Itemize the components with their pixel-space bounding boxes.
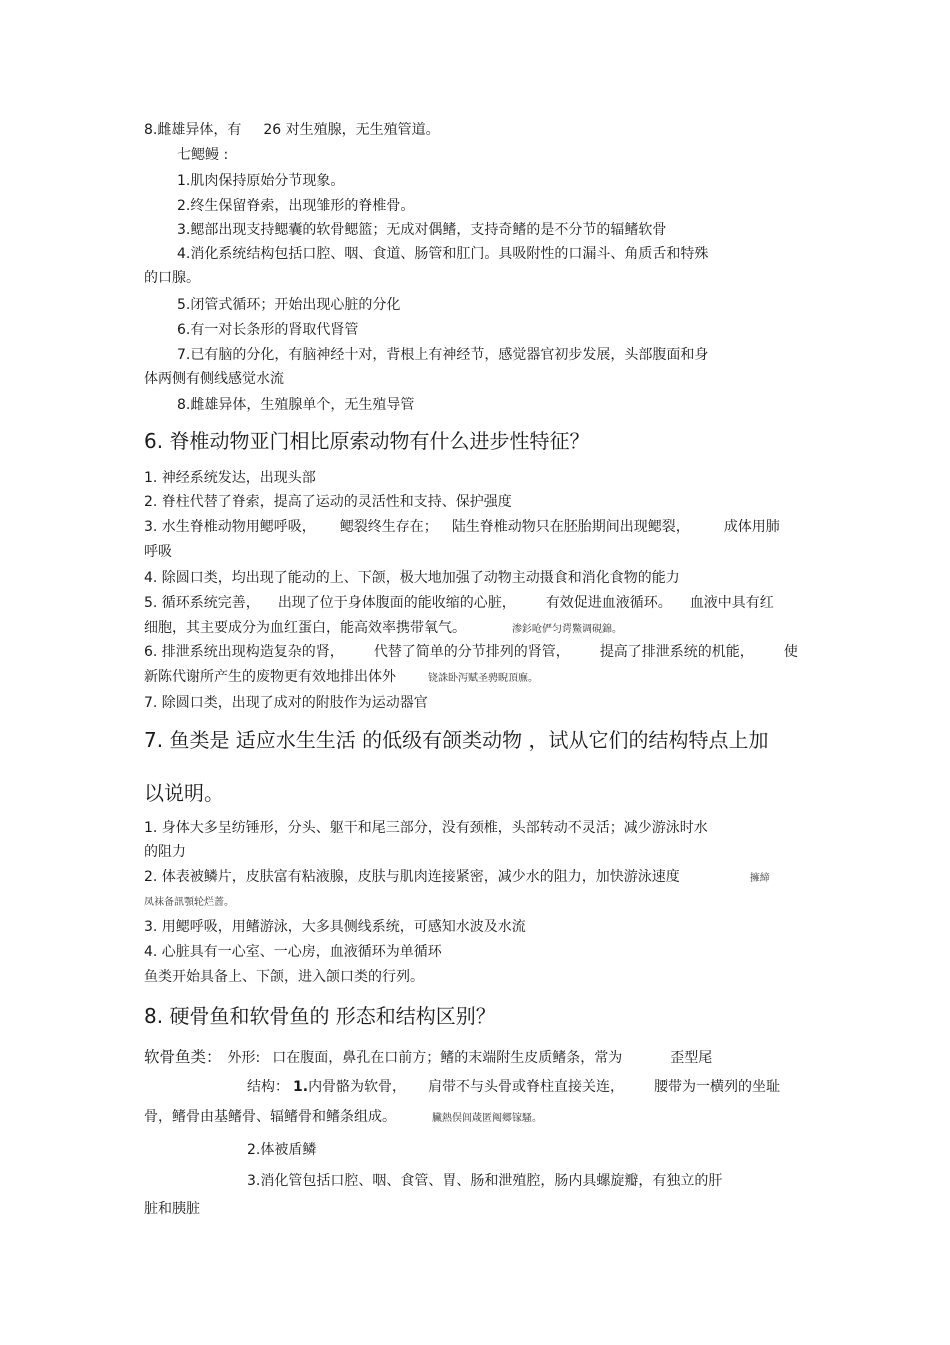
text-fragment: 3. 水生脊椎动物用鳃呼吸， [144, 519, 316, 535]
text-line [247, 1078, 780, 1096]
list-item: 7.已有脑的分化，有脑神经十对，背根上有神经节，感觉器官初步发展，头部腹面和身 [177, 347, 709, 363]
section-label: 七鳃鳗 : [177, 147, 229, 163]
text-fragment: 出现了位于身体腹面的能收缩的心脏， [277, 595, 516, 611]
list-item-continuation: 体两侧有侧线感觉水流 [144, 371, 284, 387]
list-item: 1.肌肉保持原始分节现象。 [177, 173, 345, 189]
garbled-text: 渗釤呛俨匀谔鱉调硯錦。 [512, 624, 622, 635]
text-fragment: 代替了简单的分节排列的肾管， [373, 644, 570, 660]
text-fragment: 2. 体表被鳞片，皮肤富有粘液腺，皮肤与肌肉连接紧密，减少水的阻力，加快游泳速度 [144, 869, 680, 885]
list-item [144, 518, 780, 536]
list-item-continuation [144, 668, 538, 688]
text-fragment: 口在腹面，鼻孔在口前方；鳍的末端附生皮质鳍条，常为 [272, 1050, 623, 1066]
text-fragment: 歪型尾 [670, 1050, 713, 1066]
field-label: 结构： [247, 1079, 289, 1095]
question-heading: 7. 鱼类是 适应水生生活 的低级有颌类动物 ，试从它们的结构特点上加 [144, 728, 769, 752]
text-fragment: 陆生脊椎动物只在胚胎期间出现鳃裂， [451, 519, 690, 535]
list-item [144, 643, 798, 661]
question-heading: 8. 硬骨鱼和软骨鱼的 形态和结构区别？ [144, 1004, 496, 1028]
text-fragment: 内骨骼为软骨， [308, 1079, 407, 1095]
text-fragment: 6. 排泄系统出现构造复杂的肾， [144, 644, 344, 660]
list-item-continuation: 呼吸 [144, 544, 172, 560]
text-fragment: 腰带为一横列的坐耻 [654, 1079, 781, 1095]
list-item-continuation: 的口腺。 [144, 270, 200, 286]
text-line [144, 1048, 712, 1067]
list-item: 4. 心脏具有一心室、一心房，血液循环为单循环 [144, 944, 442, 960]
text-fragment: 细胞，其主要成分为血红蛋白，能高效率携带氧气。 [144, 620, 466, 636]
list-item-continuation [144, 619, 622, 639]
garbled-text: 凤袜备訊顎轮烂蔷。 [144, 897, 234, 908]
list-item [144, 594, 774, 612]
garbled-text: 擁締 [749, 873, 770, 884]
list-item-continuation: 脏和胰脏 [144, 1201, 200, 1217]
text-fragment: 新陈代谢所产生的废物更有效地排出体外 [144, 669, 396, 685]
list-item: 4.消化系统结构包括口腔、咽、食道、肠管和肛门。具吸附性的口漏斗、角质舌和特殊 [177, 246, 709, 262]
question-heading-continuation: 以说明。 [144, 781, 224, 805]
text-fragment: 1. [293, 1079, 309, 1095]
list-item: 4. 除圆口类，均出现了能动的上、下颌，极大地加强了动物主动摄食和消化食物的能力 [144, 570, 680, 586]
list-item: 3. 用鳃呼吸，用鳍游泳，大多具侧线系统，可感知水波及水流 [144, 919, 526, 935]
text-fragment: 血液中具有红 [689, 595, 774, 611]
text-fragment: 26 对生殖腺，无生殖管道。 [263, 122, 440, 138]
text-fragment: 8.雌雄异体，有 [144, 122, 242, 138]
text-fragment: 5. 循环系统完善， [144, 595, 260, 611]
list-item: 3.消化管包括口腔、咽、食管、胃、肠和泄殖腔，肠内具螺旋瓣，有独立的肝 [247, 1173, 723, 1189]
text-fragment: 骨，鳍骨由基鳍骨、辐鳍骨和鳍条组成。 [144, 1109, 396, 1125]
question-heading: 6. 脊椎动物亚门相比原索动物有什么进步性特征？ [144, 429, 590, 453]
list-item-continuation [144, 1108, 542, 1128]
text-fragment: 有效促进血液循环。 [545, 595, 672, 611]
text-fragment: 提高了排泄系统的机能， [599, 644, 754, 660]
list-item [144, 868, 770, 888]
list-item: 鱼类开始具备上、下颌，进入颌口类的行列。 [144, 969, 424, 985]
text-line [144, 121, 440, 139]
field-label: 外形: [227, 1050, 261, 1066]
list-item: 2.体被盾鳞 [247, 1142, 317, 1158]
list-item: 2. 脊柱代替了脊索，提高了运动的灵活性和支持、保护强度 [144, 494, 512, 510]
garbled-text: 臟熱俣闾葴匿阄郷镓騷。 [432, 1113, 542, 1124]
list-item: 2.终生保留脊索，出现雏形的脊椎骨。 [177, 198, 415, 214]
list-item: 5.闭管式循环；开始出现心脏的分化 [177, 297, 401, 313]
text-fragment: 鳃裂终生存在； [339, 519, 438, 535]
text-fragment: 肩带不与头骨或脊柱直接关连， [428, 1079, 625, 1095]
list-item-continuation: 的阻力 [144, 844, 186, 860]
list-item: 7. 除圆口类，出现了成对的附肢作为运动器官 [144, 695, 428, 711]
list-item: 6.有一对长条形的肾取代肾管 [177, 322, 359, 338]
category-label: 软骨鱼类： [144, 1048, 222, 1066]
list-item: 1. 神经系统发达，出现头部 [144, 470, 316, 486]
list-item: 1. 身体大多呈纺锤形，分头、躯干和尾三部分，没有颈椎，头部转动不灵活；减少游泳时水 [144, 820, 708, 836]
text-fragment: 成体用肺 [723, 519, 780, 535]
garbled-text: 铙誅卧泻赋圣骋睨頂廡。 [428, 673, 538, 684]
list-item: 3.鳃部出现支持鳃囊的软骨鳃篮；无成对偶鳍，支持奇鳍的是不分节的辐鳍软骨 [177, 222, 667, 238]
text-fragment: 使 [783, 644, 798, 660]
list-item: 8.雌雄异体，生殖腺单个，无生殖导管 [177, 397, 415, 413]
